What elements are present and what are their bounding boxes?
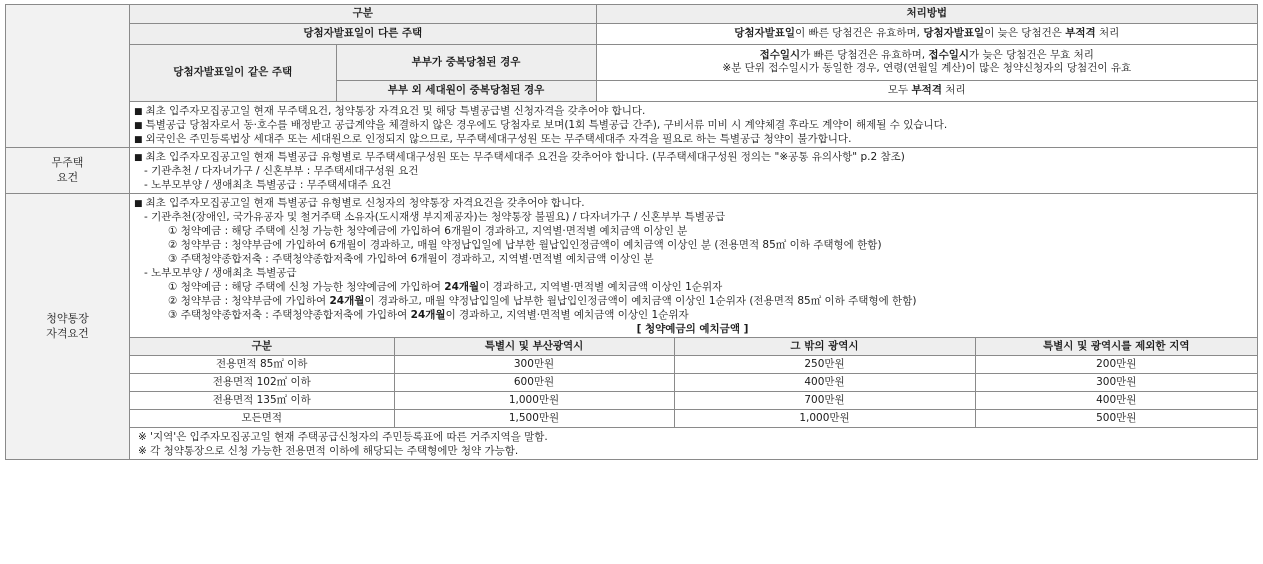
deposit-cell: 400만원 (674, 373, 975, 391)
duplicate-winning-table (130, 5, 1257, 102)
no-house-line (134, 150, 1251, 164)
deposit-header-cell: 그 밖의 광역시 (674, 337, 975, 355)
account-group1-item: ② 청약부금 : 청약부금에 가입하여 6개월이 경과하고, 매월 약정납입일에 납부한 월납입인정금액이 예치금액 이상인 분 (전용면적 85㎡ 이하 주택형에 한함) (168, 238, 882, 251)
dup-row2-method-line2: ※분 단위 접수일시가 동일한 경우, 연령(연월일 계산)이 많은 청약신청자의 당첨건이 유효 (722, 62, 1132, 74)
method-text: 처리 (941, 84, 966, 96)
dup-row2-method-line1 (601, 49, 1253, 62)
bold-term: 부적격 (1065, 27, 1096, 39)
table-row (130, 391, 1257, 409)
bold-term: 당첨자발표일 (734, 27, 796, 39)
general-note (134, 118, 1251, 132)
no-house-section (6, 147, 1258, 193)
bullet-square-icon: ■ (134, 134, 143, 145)
bold-term: 24개월 (329, 294, 365, 307)
dup-header-method: 처리방법 (596, 5, 1257, 23)
table-row (130, 409, 1257, 427)
deposit-header-cell: 구분 (130, 337, 394, 355)
no-house-line: - 기관추천 / 다자녀가구 / 신혼부부 : 무주택세대구성원 요건 (144, 164, 419, 177)
deposit-table-caption: [ 청약예금의 예치금액 ] (636, 322, 749, 335)
item-text: 이 경과하고, 지역별·면적별 예치금액 이상인 1순위자 (479, 280, 723, 293)
no-house-label (6, 147, 130, 193)
item-text: ② 청약부금 : 청약부금에 가입하여 (168, 294, 330, 307)
item-text: 이 경과하고, 지역별·면적별 예치금액 이상인 1순위자 (445, 308, 689, 321)
account-section (6, 193, 1258, 459)
no-house-label-line2: 요건 (56, 171, 79, 184)
deposit-cell: 300만원 (394, 355, 674, 373)
account-label-line2: 자격요건 (46, 327, 89, 340)
deposit-amount-table (130, 337, 1257, 428)
footnote: ※ '지역'은 입주자모집공고일 현재 주택공급신청자의 주민등록표에 따른 거주지역을 말함. (138, 430, 548, 443)
duplicate-winning-content (130, 5, 1258, 148)
general-note (134, 132, 1251, 146)
dup-row-different-date (130, 23, 1257, 44)
deposit-cell: 1,000만원 (674, 409, 975, 427)
general-note-text: 외국인은 주민등록법상 세대주 또는 세대원으로 인정되지 않으므로, 무주택세대구성원 또는 무주택세대주 자격을 필요로 하는 특별공급 청약이 불가합니다. (145, 132, 852, 145)
deposit-cell: 600만원 (394, 373, 674, 391)
general-note (134, 104, 1251, 118)
bold-term: 접수일시 (759, 49, 801, 61)
method-text: 이 늦은 당첨건은 (984, 27, 1066, 39)
dup-row1-category: 당첨자발표일이 다른 주택 (130, 23, 596, 44)
deposit-cell: 1,000만원 (394, 391, 674, 409)
no-house-content (130, 147, 1258, 193)
eligibility-document-table (5, 4, 1258, 460)
deposit-cell: 모든면적 (130, 409, 394, 427)
no-house-text: 최초 입주자모집공고일 현재 특별공급 유형별로 무주택세대구성원 또는 무주택세대주 요건을 갖추어야 합니다. (무주택세대구성원 정의는 "※공통 유의사항" p.2 참조) (145, 150, 905, 163)
bullet-square-icon: ■ (134, 120, 143, 131)
bullet-square-icon: ■ (134, 106, 143, 117)
bold-term: 24개월 (410, 308, 446, 321)
no-house-lines (130, 148, 1257, 193)
item-text: ① 청약예금 : 해당 주택에 신청 가능한 청약예금에 가입하여 (168, 280, 445, 293)
item-text: 이 경과하고, 매월 약정납입일에 납부한 월납입인정금액이 예치금액 이상인 1순위자 (전용면적 85㎡ 이하 주택형에 한함) (364, 294, 917, 307)
general-note-text: 특별공급 당첨자로서 동·호수를 배정받고 공급계약을 체결하지 않은 경우에도 당첨자로 보며(1회 특별공급 간주), 구비서류 미비 시 계약체결 후라도 계약이 해제될 수 있습니다. (145, 118, 948, 131)
dup-row3-method (596, 80, 1257, 101)
table-row (130, 355, 1257, 373)
item-text: ③ 주택청약종합저축 : 주택청약종합저축에 가입하여 (168, 308, 411, 321)
dup-row2-group: 당첨자발표일이 같은 주택 (130, 44, 336, 101)
deposit-cell: 700만원 (674, 391, 975, 409)
account-group1-title: - 기관추천(장애인, 국가유공자 및 철거주택 소유자(도시재생 부지제공자)는 청약통장 불필요) / 다자녀가구 / 신혼부부 특별공급 (144, 210, 726, 223)
account-group2-item (134, 308, 1251, 322)
dup-header-category: 구분 (130, 5, 596, 23)
general-note-text: 최초 입주자모집공고일 현재 무주택요건, 청약통장 자격요건 및 해당 특별공급별 신청자격을 갖추어야 합니다. (145, 104, 646, 117)
dup-header-row (130, 5, 1257, 23)
account-content (130, 193, 1258, 459)
account-group2-item (134, 280, 1251, 294)
account-label-line1: 청약통장 (46, 312, 89, 325)
duplicate-winning-section (6, 5, 1258, 148)
account-main-line (134, 196, 1251, 210)
bullet-square-icon: ■ (134, 198, 143, 209)
method-text: 처리 (1095, 27, 1120, 39)
deposit-header-cell: 특별시 및 부산광역시 (394, 337, 674, 355)
account-group2-item (134, 294, 1251, 308)
deposit-header-cell: 특별시 및 광역시를 제외한 지역 (975, 337, 1257, 355)
method-text: 가 빠른 당첨건은 유효하며, (800, 49, 929, 61)
method-text: 가 늦은 당첨건은 무효 처리 (969, 49, 1094, 61)
method-text: 모두 (887, 84, 912, 96)
deposit-cell: 250만원 (674, 355, 975, 373)
account-lines (130, 194, 1257, 459)
deposit-cell: 300만원 (975, 373, 1257, 391)
deposit-cell: 200만원 (975, 355, 1257, 373)
table-row (130, 373, 1257, 391)
deposit-cell: 전용면적 102㎡ 이하 (130, 373, 394, 391)
account-label (6, 193, 130, 459)
bold-term: 부적격 (911, 84, 942, 96)
footnote: ※ 각 청약통장으로 신청 가능한 전용면적 이하에 해당되는 주택형에만 청약 가능함. (138, 444, 519, 457)
no-house-label-line1: 무주택 (51, 156, 84, 169)
dup-row2-method (596, 44, 1257, 80)
dup-row1-method (596, 23, 1257, 44)
deposit-cell: 400만원 (975, 391, 1257, 409)
bold-term: 당첨자발표일 (923, 27, 985, 39)
account-main-text: 최초 입주자모집공고일 현재 특별공급 유형별로 신청자의 청약통장 자격요건을 갖추어야 합니다. (145, 196, 585, 209)
bullet-square-icon: ■ (134, 152, 143, 163)
duplicate-winning-label-cell (6, 5, 130, 148)
general-notes (130, 102, 1257, 147)
deposit-cell: 전용면적 85㎡ 이하 (130, 355, 394, 373)
account-group1-item: ③ 주택청약종합저축 : 주택청약종합저축에 가입하여 6개월이 경과하고, 지역별·면적별 예치금액 이상인 분 (168, 252, 654, 265)
account-group2-title: - 노부모부양 / 생애최초 특별공급 (144, 266, 297, 279)
dup-row-spouse (130, 44, 1257, 80)
no-house-line: - 노부모부양 / 생애최초 특별공급 : 무주택세대주 요건 (144, 178, 392, 191)
bold-term: 24개월 (444, 280, 480, 293)
footnotes (134, 428, 1251, 458)
method-text: 이 빠른 당첨건은 유효하며, (795, 27, 924, 39)
bold-term: 접수일시 (928, 49, 969, 61)
deposit-cell: 1,500만원 (394, 409, 674, 427)
deposit-header-row (130, 337, 1257, 355)
dup-row2-sub: 부부가 중복당첨된 경우 (336, 44, 596, 80)
deposit-cell: 500만원 (975, 409, 1257, 427)
deposit-cell: 전용면적 135㎡ 이하 (130, 391, 394, 409)
account-group1-item: ① 청약예금 : 해당 주택에 신청 가능한 청약예금에 가입하여 6개월이 경과하고, 지역별·면적별 예치금액 이상인 분 (168, 224, 688, 237)
dup-row3-sub: 부부 외 세대원이 중복당첨된 경우 (336, 80, 596, 101)
